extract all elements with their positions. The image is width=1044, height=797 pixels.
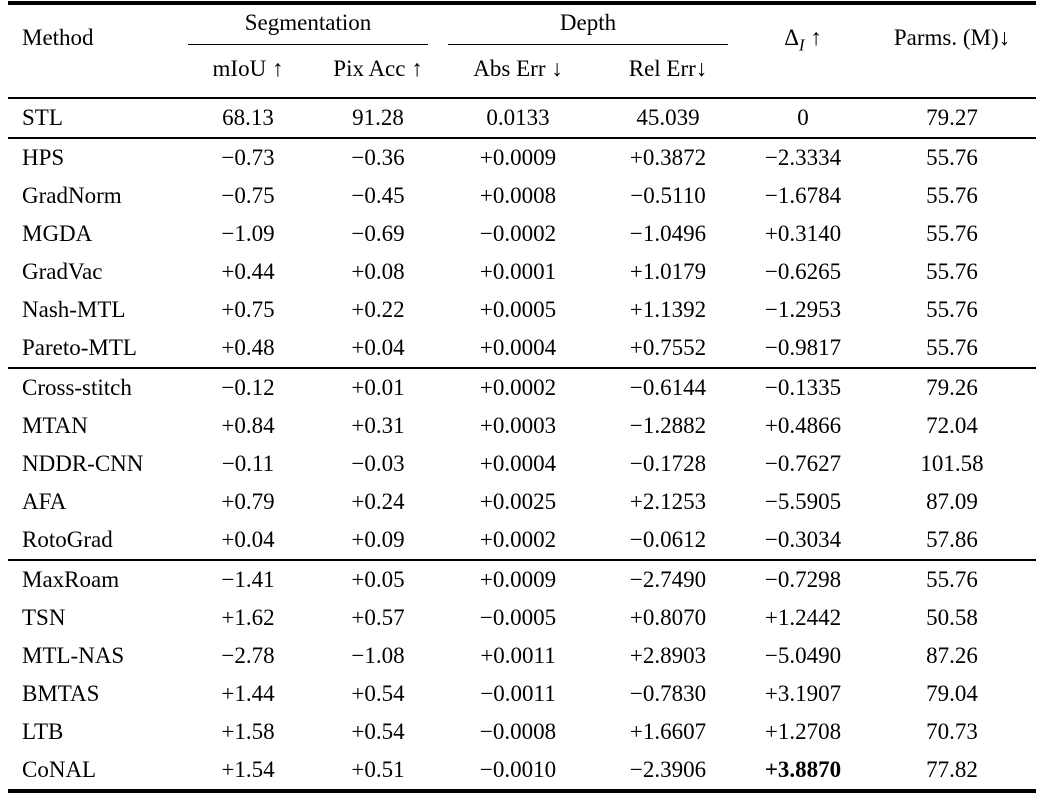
value-cell: −0.5110 [630,183,706,208]
value-cell: 87.26 [926,643,978,668]
baseline-group [8,98,1036,138]
value-cell: +0.3872 [629,145,707,170]
value-cell: +1.6607 [629,719,707,744]
value-cell: −0.0010 [479,757,557,782]
value-cell: +0.51 [351,757,405,782]
table-row-mgda [8,215,1036,253]
table-row-mtl-nas [8,637,1036,675]
value-cell: +0.01 [351,375,405,400]
value-cell: +0.0003 [479,413,557,438]
value-cell: −0.7830 [629,681,707,706]
value-cell: +0.04 [351,335,405,360]
value-cell: +0.54 [351,719,405,744]
method-cell: Nash-MTL [22,297,126,322]
value-cell: 55.76 [926,145,978,170]
results-table [8,1,1036,793]
value-cell: −1.41 [221,567,275,592]
value-cell: 70.73 [926,719,978,744]
method-cell: MaxRoam [22,567,120,592]
value-cell: −0.36 [351,145,405,170]
col-group-depth [438,3,738,45]
value-cell: −0.1728 [629,451,707,476]
method-cell: RotoGrad [22,527,113,552]
table-row-gradnorm [8,177,1036,215]
value-cell: −5.5905 [764,489,842,514]
method-cell: HPS [22,145,65,170]
value-cell: +0.44 [221,259,275,284]
value-cell: −0.45 [351,183,405,208]
header-row-groups [8,3,1036,45]
value-cell: −2.78 [221,643,275,668]
value-cell: −0.73 [221,145,275,170]
value-cell: +0.0005 [479,297,557,322]
method-cell: NDDR-CNN [22,451,144,476]
table-row-afa [8,483,1036,521]
value-cell: +1.2708 [764,719,842,744]
value-cell: +1.0179 [629,259,707,284]
value-cell: −0.6144 [629,375,707,400]
value-cell: −0.6265 [764,259,842,284]
value-cell: +0.84 [221,413,275,438]
up-arrow-icon: ↑ [810,25,822,50]
value-cell: +0.0008 [479,183,557,208]
value-cell: −0.3034 [764,527,842,552]
delta-subscript: I [799,35,805,55]
table-row-maxroam [8,560,1036,599]
col-header-miou: mIoU ↑ [212,56,284,81]
value-cell: −1.0496 [629,221,707,246]
value-cell: +0.75 [221,297,275,322]
value-cell: −1.2953 [764,297,842,322]
value-cell: −0.0008 [479,719,557,744]
value-cell: −0.69 [351,221,405,246]
value-cell: +0.54 [351,681,405,706]
value-cell: 72.04 [926,413,978,438]
value-cell: 68.13 [222,105,274,130]
value-cell: −0.0612 [629,527,707,552]
value-cell: +0.22 [351,297,405,322]
value-cell: 77.82 [926,757,978,782]
segmentation-label: Segmentation [244,10,372,35]
col-header-method: Method [22,25,94,50]
value-cell: 57.86 [926,527,978,552]
col-header-abserr: Abs Err ↓ [473,56,563,81]
col-header-parms: Parms. (M)↓ [893,25,1011,50]
value-cell: +0.05 [351,567,405,592]
method-cell: MGDA [22,221,93,246]
value-cell: +3.8870 [764,757,842,782]
table-row-conal [8,751,1036,791]
value-cell: +3.1907 [764,681,842,706]
value-cell: +0.31 [351,413,405,438]
table-row-tsn [8,599,1036,637]
table-row-nash-mtl [8,291,1036,329]
value-cell: −2.7490 [629,567,707,592]
value-cell: −0.7627 [764,451,842,476]
value-cell: +2.8903 [629,643,707,668]
table-row-stl [8,98,1036,138]
value-cell: 79.26 [926,375,978,400]
value-cell: −0.9817 [764,335,842,360]
method-cell: MTAN [22,413,88,438]
method-cell: Cross-stitch [22,375,132,400]
col-header-pixacc: Pix Acc ↑ [333,56,423,81]
value-cell: +1.54 [221,757,275,782]
value-cell: 79.27 [926,105,978,130]
method-cell: TSN [22,605,66,630]
method-cell: CoNAL [22,757,97,782]
value-cell: −0.0002 [479,221,557,246]
method-cell: LTB [22,719,64,744]
value-cell: −5.0490 [764,643,842,668]
value-cell: −0.0005 [479,605,557,630]
method-cell: AFA [22,489,67,514]
value-cell: +0.0025 [479,489,557,514]
method-group-1 [8,138,1036,368]
value-cell: +1.2442 [764,605,842,630]
table-header [8,3,1036,98]
value-cell: +0.4866 [764,413,842,438]
table-row-ltb [8,713,1036,751]
value-cell: +2.1253 [629,489,707,514]
method-group-2 [8,368,1036,560]
table-row-nddr-cnn [8,445,1036,483]
method-cell: STL [22,105,63,130]
value-cell: −0.0011 [480,681,556,706]
value-cell: 0.0133 [486,105,550,130]
value-cell: 55.76 [926,567,978,592]
value-cell: +0.3140 [764,221,842,246]
value-cell: −1.09 [221,221,275,246]
value-cell: +0.0009 [479,567,557,592]
value-cell: 55.76 [926,335,978,360]
value-cell: −0.11 [221,451,275,476]
method-group-3 [8,560,1036,791]
method-cell: GradNorm [22,183,122,208]
value-cell: −2.3334 [764,145,842,170]
value-cell: +1.1392 [629,297,707,322]
value-cell: 101.58 [920,451,984,476]
value-cell: +0.09 [351,527,405,552]
value-cell: −1.2882 [629,413,707,438]
method-cell: MTL-NAS [22,643,125,668]
method-cell: Pareto-MTL [22,335,137,360]
value-cell: +1.44 [221,681,275,706]
value-cell: +1.58 [221,719,275,744]
value-cell: +0.0004 [479,335,557,360]
table-row-mtan [8,407,1036,445]
col-group-segmentation [178,3,438,45]
value-cell: +0.8070 [629,605,707,630]
value-cell: −2.3906 [629,757,707,782]
value-cell: +0.57 [351,605,405,630]
value-cell: +0.79 [221,489,275,514]
value-cell: 50.58 [926,605,978,630]
value-cell: −0.75 [221,183,275,208]
value-cell: +0.0009 [479,145,557,170]
table-row-cross-stitch [8,368,1036,407]
value-cell: 0 [797,105,809,130]
value-cell: −0.1335 [764,375,842,400]
value-cell: +0.0002 [479,527,557,552]
col-header-relerr: Rel Err↓ [628,56,708,81]
value-cell: +0.0011 [480,643,556,668]
segmentation-spanner [188,10,428,45]
value-cell: 79.04 [926,681,978,706]
table-row-bmtas [8,675,1036,713]
method-cell: BMTAS [22,681,100,706]
value-cell: 91.28 [352,105,404,130]
value-cell: 45.039 [636,105,700,130]
value-cell: −0.7298 [764,567,842,592]
value-cell: 55.76 [926,183,978,208]
table-row-pareto-mtl [8,329,1036,368]
value-cell: −1.08 [351,643,405,668]
value-cell: +0.04 [221,527,275,552]
delta-symbol: Δ [784,25,800,50]
table-row-hps [8,138,1036,177]
value-cell: +1.62 [221,605,275,630]
value-cell: +0.0004 [479,451,557,476]
value-cell: −0.03 [351,451,405,476]
value-cell: −0.12 [221,375,275,400]
depth-spanner [448,10,728,45]
value-cell: 55.76 [926,221,978,246]
table-row-gradvac [8,253,1036,291]
value-cell: +0.0002 [479,375,557,400]
value-cell: +0.7552 [629,335,707,360]
value-cell: 55.76 [926,259,978,284]
value-cell: +0.08 [351,259,405,284]
value-cell: +0.0001 [479,259,557,284]
value-cell: +0.24 [351,489,405,514]
depth-label: Depth [559,10,617,35]
value-cell: 55.76 [926,297,978,322]
value-cell: 87.09 [926,489,978,514]
value-cell: +0.48 [221,335,275,360]
method-cell: GradVac [22,259,103,284]
col-header-delta [738,3,868,98]
table-row-rotograd [8,521,1036,560]
value-cell: −1.6784 [764,183,842,208]
